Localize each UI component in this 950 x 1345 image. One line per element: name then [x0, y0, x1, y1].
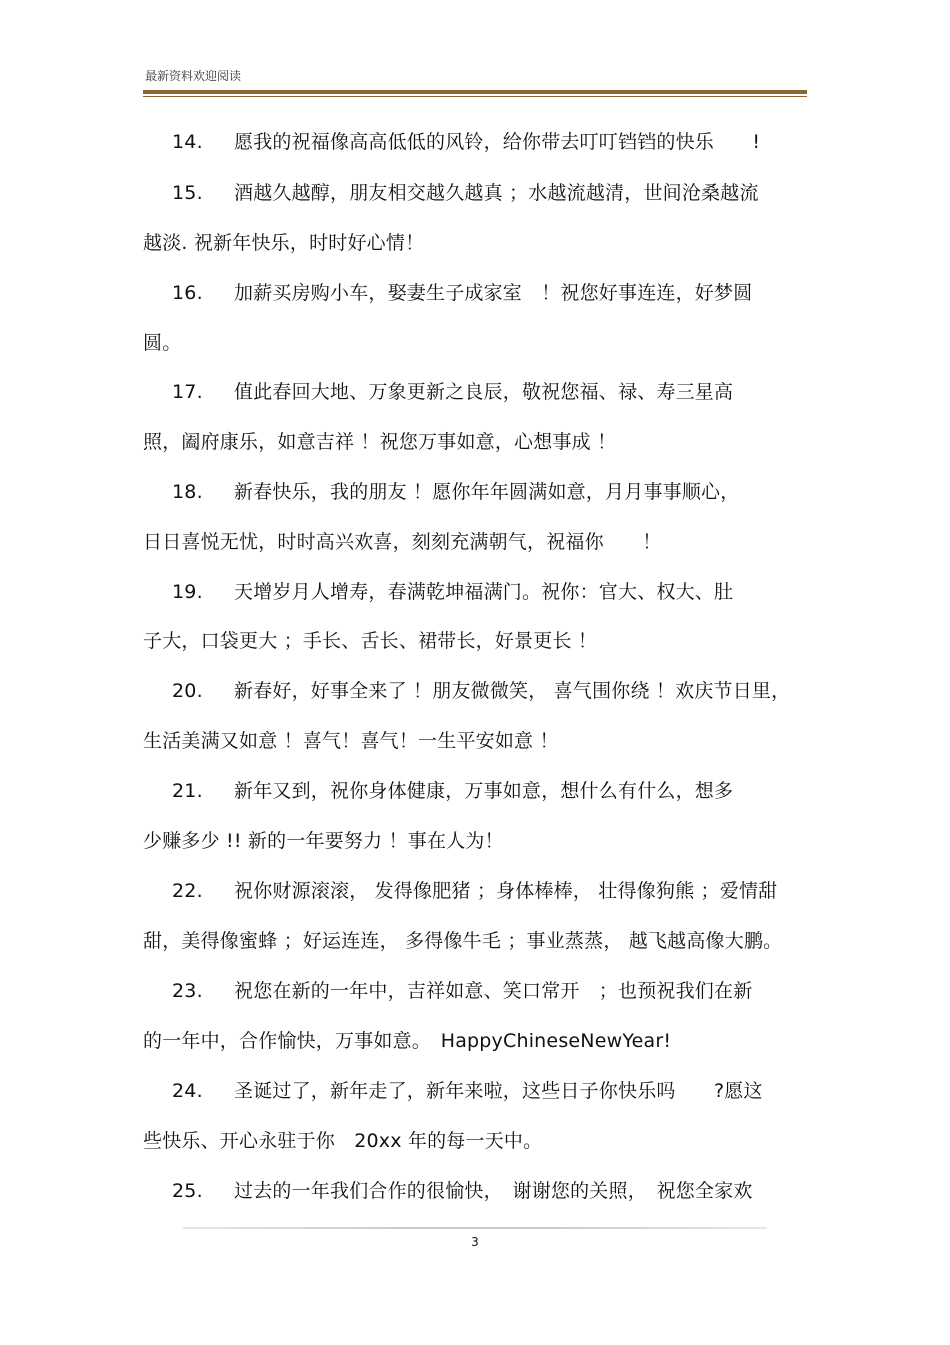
item-21-line-2: 少赚多少 !! 新的一年要努力 ！事在人为！ — [143, 830, 504, 852]
item-text: 圣诞过了，新年走了，新年来啦，这些日子你快乐吗 ?愿这 — [234, 1080, 763, 1102]
item-number: 14. — [172, 131, 203, 153]
item-23-line-1 — [172, 979, 807, 1003]
item-19-line-2: 子大，口袋更大 ；手长、舌长、裙带长，好景更长 ！ — [143, 630, 598, 652]
item-text: 新春快乐，我的朋友 ！愿你年年圆满如意，月月事事顺心， — [234, 481, 740, 503]
item-24-line-1 — [172, 1079, 807, 1103]
header-rule-thin — [143, 96, 807, 97]
item-22-line-1 — [172, 879, 807, 903]
item-20-line-2: 生活美满又如意 ！喜气！喜气！一生平安如意 ！ — [143, 730, 559, 752]
footer-rule — [183, 1227, 767, 1229]
item-text: 新年又到，祝你身体健康，万事如意，想什么有什么，想多 — [234, 780, 734, 802]
item-text: 过去的一年我们合作的很愉快， 谢谢您的关照， 祝您全家欢 — [234, 1180, 753, 1202]
item-14-line-1 — [172, 130, 807, 154]
item-16-line-2: 圆。 — [143, 332, 182, 354]
item-18-line-2: 日日喜悦无忧，时时高兴欢喜，刻刻充满朝气，祝福你 ！ — [143, 531, 662, 553]
item-text: 值此春回大地、万象更新之良辰，敬祝您福、禄、寿三星高 — [234, 381, 734, 403]
item-text: 祝你财源滚滚， 发得像肥猪 ；身体棒棒， 壮得像狗熊 ；爱情甜 — [234, 880, 778, 902]
item-17-line-2: 照，阖府康乐，如意吉祥 ！祝您万事如意，心想事成 ！ — [143, 431, 617, 453]
item-22-line-2: 甜，美得像蜜蜂 ；好运连连， 多得像牛毛 ；事业蒸蒸， 越飞越高像大鹏。 — [143, 930, 783, 952]
item-number: 25. — [172, 1180, 203, 1202]
item-number: 23. — [172, 980, 203, 1002]
item-20-line-1 — [172, 679, 807, 703]
item-number: 18. — [172, 481, 203, 503]
item-number: 16. — [172, 282, 203, 304]
item-text: 愿我的祝福像高高低低的风铃，给你带去叮叮铛铛的快乐 ! — [234, 131, 761, 153]
item-25-line-1 — [172, 1179, 807, 1203]
item-23-line-2: 的一年中，合作愉快，万事如意。 HappyChineseNewYear! — [143, 1030, 672, 1052]
item-15-line-2: 越淡. 祝新年快乐，时时好心情！ — [143, 232, 425, 254]
item-15-line-1 — [172, 181, 807, 205]
item-number: 19. — [172, 581, 203, 603]
item-18-line-1 — [172, 480, 807, 504]
item-number: 21. — [172, 780, 203, 802]
item-text: 酒越久越醇，朋友相交越久越真 ；水越流越清，世间沧桑越流 — [234, 182, 759, 204]
header-rule — [143, 90, 807, 94]
page-number: 3 — [471, 1235, 479, 1249]
item-text: 加薪买房购小车，娶妻生子成家室 ！祝您好事连连，好梦圆 — [234, 282, 753, 304]
item-21-line-1 — [172, 779, 807, 803]
item-number: 22. — [172, 880, 203, 902]
item-number: 20. — [172, 680, 203, 702]
item-text: 新春好，好事全来了 ！朋友微微笑， 喜气围你绕 ！欢庆节日里， — [234, 680, 791, 702]
item-number: 17. — [172, 381, 203, 403]
header-title: 最新资料欢迎阅读 — [145, 69, 242, 83]
item-number: 15. — [172, 182, 203, 204]
item-19-line-1 — [172, 580, 807, 604]
item-17-line-1 — [172, 380, 807, 404]
item-16-line-1 — [172, 281, 807, 305]
item-text: 祝您在新的一年中，吉祥如意、笑口常开 ；也预祝我们在新 — [234, 980, 753, 1002]
item-text: 天增岁月人增寿，春满乾坤福满门。祝你：官大、权大、肚 — [234, 581, 734, 603]
item-24-line-2: 些快乐、开心永驻于你 20xx 年的每一天中。 — [143, 1130, 543, 1152]
item-number: 24. — [172, 1080, 203, 1102]
